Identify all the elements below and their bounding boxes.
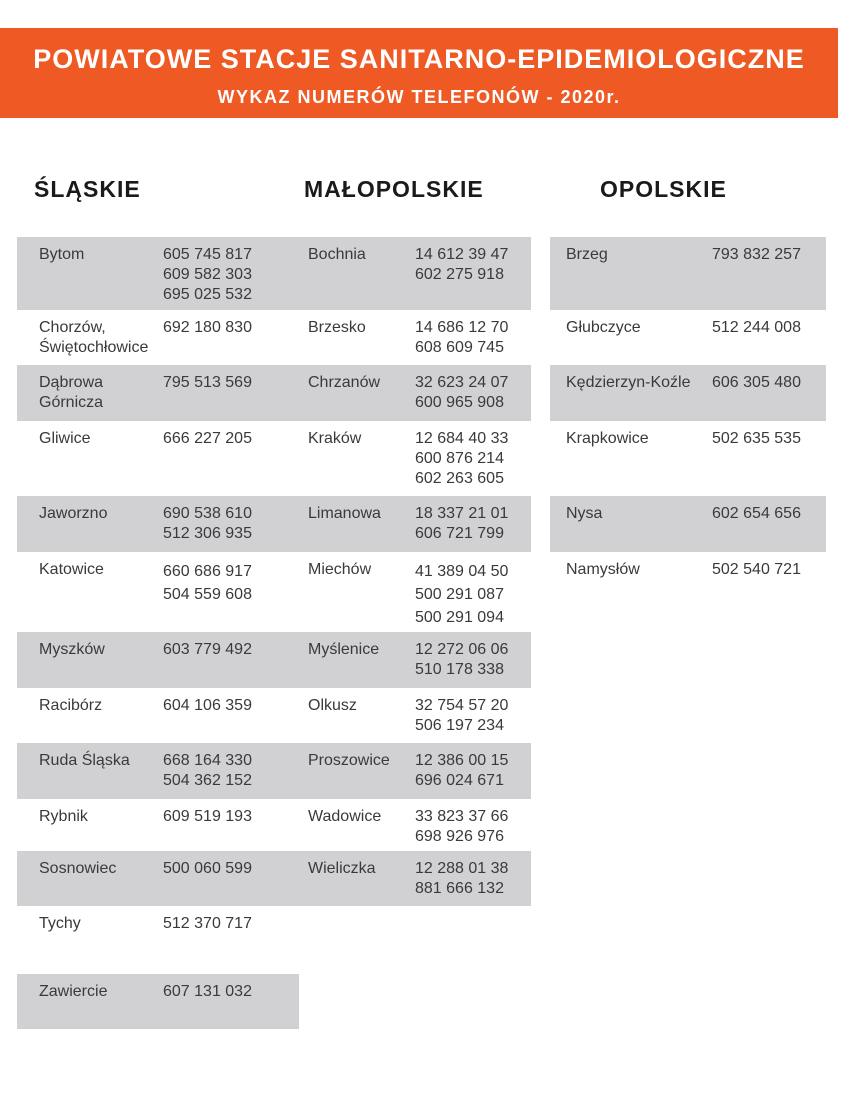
station-name: Proszowice bbox=[308, 752, 390, 769]
phone-number[interactable]: 512 244 008 bbox=[712, 319, 801, 336]
phone-number[interactable]: 504 362 152 bbox=[163, 772, 252, 789]
station-name: Olkusz bbox=[308, 697, 357, 714]
phone-list bbox=[163, 504, 252, 544]
station-name: Katowice bbox=[39, 561, 104, 578]
phone-number[interactable]: 504 559 608 bbox=[163, 586, 252, 603]
phone-number[interactable]: 512 306 935 bbox=[163, 525, 252, 542]
station-name: Tychy bbox=[39, 915, 81, 932]
table-row bbox=[17, 851, 299, 906]
page-subtitle: WYKAZ NUMERÓW TELEFONÓW - 2020r. bbox=[217, 87, 621, 107]
phone-list bbox=[163, 429, 252, 449]
phone-number[interactable]: 14 612 39 47 bbox=[415, 246, 509, 263]
phone-list bbox=[163, 640, 252, 660]
phone-list bbox=[163, 245, 252, 305]
phone-number[interactable]: 33 823 37 66 bbox=[415, 808, 509, 825]
phone-list bbox=[712, 560, 801, 580]
phone-list bbox=[415, 696, 508, 736]
phone-number[interactable]: 602 654 656 bbox=[712, 505, 801, 522]
table-row bbox=[17, 906, 299, 974]
table-row bbox=[17, 365, 299, 421]
phone-number[interactable]: 500 291 094 bbox=[415, 609, 504, 626]
phone-number[interactable]: 609 582 303 bbox=[163, 266, 252, 283]
phone-list bbox=[415, 245, 508, 285]
phone-number[interactable]: 600 965 908 bbox=[415, 394, 504, 411]
phone-list bbox=[712, 373, 801, 393]
phone-number[interactable]: 18 337 21 01 bbox=[415, 505, 509, 522]
station-name: Ruda Śląska bbox=[39, 752, 130, 769]
station-name: Głubczyce bbox=[566, 319, 641, 336]
station-name: Wieliczka bbox=[308, 860, 376, 877]
phone-list bbox=[415, 640, 508, 680]
table-row bbox=[295, 496, 531, 552]
phone-number[interactable]: 500 291 087 bbox=[415, 586, 504, 603]
phone-number[interactable]: 692 180 830 bbox=[163, 319, 252, 336]
station-name: Zawiercie bbox=[39, 983, 108, 1000]
table-row bbox=[550, 310, 826, 365]
phone-list bbox=[163, 982, 252, 1002]
phone-list bbox=[712, 318, 801, 338]
table-row bbox=[550, 421, 826, 496]
phone-number[interactable]: 41 389 04 50 bbox=[415, 563, 509, 580]
table-row bbox=[550, 496, 826, 552]
station-name: Miechów bbox=[308, 561, 372, 578]
station-name: Bochnia bbox=[308, 246, 366, 263]
station-name: Bytom bbox=[39, 246, 85, 263]
table-row bbox=[295, 421, 531, 496]
station-name: Sosnowiec bbox=[39, 860, 117, 877]
phone-number[interactable]: 690 538 610 bbox=[163, 505, 252, 522]
station-name: Myszków bbox=[39, 641, 105, 658]
station-name: Wadowice bbox=[308, 808, 382, 825]
phone-list bbox=[163, 373, 252, 393]
table-row bbox=[295, 237, 531, 310]
phone-number[interactable]: 668 164 330 bbox=[163, 752, 252, 769]
station-name: Brzeg bbox=[566, 246, 608, 263]
phone-list bbox=[712, 245, 801, 265]
phone-number[interactable]: 12 288 01 38 bbox=[415, 860, 509, 877]
phone-list bbox=[712, 429, 801, 449]
phone-number[interactable]: 660 686 917 bbox=[163, 563, 252, 580]
column-heading-opolskie: OPOLSKIE bbox=[600, 176, 727, 202]
phone-list bbox=[163, 318, 252, 338]
station-name: Jaworzno bbox=[39, 505, 108, 522]
table-row bbox=[550, 237, 826, 310]
table-row bbox=[17, 632, 299, 688]
phone-list bbox=[163, 560, 252, 606]
phone-number[interactable]: 607 131 032 bbox=[163, 983, 252, 1000]
phone-number[interactable]: 510 178 338 bbox=[415, 661, 504, 678]
phone-number[interactable]: 605 745 817 bbox=[163, 246, 252, 263]
station-name: Namysłów bbox=[566, 561, 640, 578]
table-row bbox=[295, 365, 531, 421]
station-name: Myślenice bbox=[308, 641, 380, 658]
phone-number[interactable]: 608 609 745 bbox=[415, 339, 504, 356]
phone-list bbox=[415, 859, 508, 899]
table-row bbox=[295, 632, 531, 688]
column-heading-slaskie: ŚLĄSKIE bbox=[34, 176, 141, 202]
phone-list bbox=[163, 696, 252, 716]
phone-number[interactable]: 606 305 480 bbox=[712, 374, 801, 391]
page-title: POWIATOWE STACJE SANITARNO-EPIDEMIOLOGICZNE bbox=[33, 44, 805, 74]
phone-number[interactable]: 602 275 918 bbox=[415, 266, 504, 283]
station-name: Gliwice bbox=[39, 430, 91, 447]
table-row bbox=[295, 552, 531, 632]
phone-list bbox=[163, 751, 252, 791]
header-banner bbox=[0, 28, 838, 118]
phone-number[interactable]: 12 386 00 15 bbox=[415, 752, 509, 769]
phone-list bbox=[163, 914, 252, 934]
station-name: Chrzanów bbox=[308, 374, 381, 391]
phone-list bbox=[415, 504, 508, 544]
station-name: Racibórz bbox=[39, 697, 103, 714]
phone-number[interactable]: 603 779 492 bbox=[163, 641, 252, 658]
table-row bbox=[295, 799, 531, 851]
phone-number[interactable]: 502 540 721 bbox=[712, 561, 801, 578]
table-row bbox=[17, 552, 299, 632]
phone-list bbox=[415, 429, 508, 489]
phone-number[interactable]: 602 263 605 bbox=[415, 470, 504, 487]
table-row bbox=[17, 237, 299, 310]
phone-list bbox=[415, 373, 508, 413]
station-name: Kędzierzyn-Koźle bbox=[566, 374, 691, 391]
phone-number[interactable]: 512 370 717 bbox=[163, 915, 252, 932]
phone-number[interactable]: 600 876 214 bbox=[415, 450, 504, 467]
phone-number[interactable]: 502 635 535 bbox=[712, 430, 801, 447]
phone-list bbox=[163, 859, 252, 879]
phone-number[interactable]: 795 513 569 bbox=[163, 374, 252, 391]
table-row bbox=[550, 552, 826, 632]
phone-number[interactable]: 698 926 976 bbox=[415, 828, 504, 845]
table-row bbox=[295, 851, 531, 906]
table-row bbox=[17, 496, 299, 552]
station-name: Kraków bbox=[308, 430, 362, 447]
table-row bbox=[295, 743, 531, 799]
column-heading-malopolskie: MAŁOPOLSKIE bbox=[304, 176, 484, 202]
phone-number[interactable]: 32 754 57 20 bbox=[415, 697, 509, 714]
phone-list bbox=[415, 560, 508, 629]
table-row bbox=[17, 974, 299, 1029]
phone-list bbox=[415, 807, 508, 847]
table-row bbox=[295, 310, 531, 365]
station-name: Krapkowice bbox=[566, 430, 649, 447]
phone-number[interactable]: 500 060 599 bbox=[163, 860, 252, 877]
phone-list bbox=[415, 318, 508, 358]
phone-number[interactable]: 506 197 234 bbox=[415, 717, 504, 734]
phone-number[interactable]: 696 024 671 bbox=[415, 772, 504, 789]
table-row bbox=[17, 799, 299, 851]
phone-number[interactable]: 793 832 257 bbox=[712, 246, 801, 263]
table-row bbox=[17, 743, 299, 799]
station-name: Chorzów, Świętochłowice bbox=[39, 319, 149, 356]
station-name: Rybnik bbox=[39, 808, 88, 825]
station-name: Limanowa bbox=[308, 505, 381, 522]
phone-number[interactable]: 604 106 359 bbox=[163, 697, 252, 714]
table-row bbox=[295, 688, 531, 743]
phone-number[interactable]: 609 519 193 bbox=[163, 808, 252, 825]
phone-number[interactable]: 666 227 205 bbox=[163, 430, 252, 447]
table-row bbox=[17, 310, 299, 365]
station-name: Brzesko bbox=[308, 319, 366, 336]
phone-number[interactable]: 606 721 799 bbox=[415, 525, 504, 542]
station-name: Dąbrowa Górnicza bbox=[39, 374, 104, 411]
phone-list bbox=[163, 807, 252, 827]
phone-number[interactable]: 695 025 532 bbox=[163, 286, 252, 303]
phone-number[interactable]: 12 272 06 06 bbox=[415, 641, 509, 658]
table-row bbox=[17, 421, 299, 496]
phone-number[interactable]: 881 666 132 bbox=[415, 880, 504, 897]
phone-list bbox=[712, 504, 801, 524]
station-name: Nysa bbox=[566, 505, 603, 522]
table-row bbox=[17, 688, 299, 743]
phone-number[interactable]: 14 686 12 70 bbox=[415, 319, 509, 336]
phone-list bbox=[415, 751, 508, 791]
table-row bbox=[550, 365, 826, 421]
phone-number[interactable]: 32 623 24 07 bbox=[415, 374, 509, 391]
phone-number[interactable]: 12 684 40 33 bbox=[415, 430, 509, 447]
